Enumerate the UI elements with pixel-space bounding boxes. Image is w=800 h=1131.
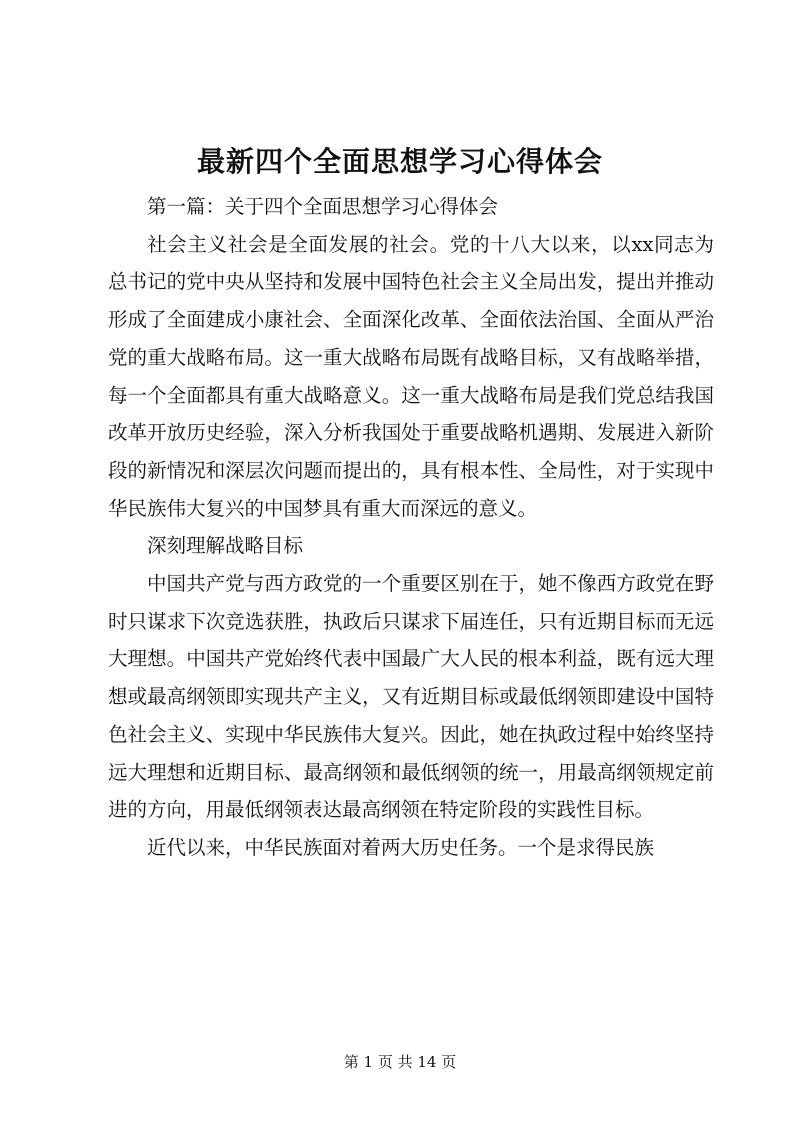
paragraph: 社会主义社会是全面发展的社会。党的十八大以来，以xx同志为总书记的党中央从坚持和发展中国特色社会主义全局出发，提出并推动形成了全面建成小康社会、全面深化改革、全面依法治国、全面从严治党的重大战略布局。这一重大战略布局既有战略目标，又有战略举措，每一个全面都具有重大战略意义。这一重大战略布局是我们党总结我国改革开放历史经验，深入分析我国处于重要战略机遇期、发展进入新阶段的新情况和深层次问题而提出的，具有根本性、全局性，对于实现中华民族伟大复兴的中国梦具有重大而深远的意义。: [108, 232, 714, 520]
paragraph-section-heading: 深刻理解战略目标: [147, 534, 304, 558]
paragraph: 中国共产党与西方政党的一个重要区别在于，她不像西方政党在野时只谋求下次竞选获胜，执政后只谋求下届连任，只有近期目标而无远大理想。中国共产党始终代表中国最广大人民的根本利益，既有远大理想或最高纲领即实现共产主义，又有近期目标或最低纲领即建设中国特色社会主义、实现中华民族伟大复兴。因此，她在执政过程中始终坚持远大理想和近期目标、最高纲领和最低纲领的统一，用最高纲领规定前进的方向，用最低纲领表达最高纲领在特定阶段的实践性目标。: [108, 572, 714, 822]
page-number-footer: 第 1 页 共 14 页: [343, 1053, 457, 1071]
paragraph: 近代以来，中华民族面对着两大历史任务。一个是求得民族: [147, 835, 655, 859]
document-body: [108, 188, 714, 867]
document-title: 最新四个全面思想学习心得体会: [196, 145, 603, 178]
paragraph-heading-part-one: 第一篇：关于四个全面思想学习心得体会: [147, 195, 499, 218]
